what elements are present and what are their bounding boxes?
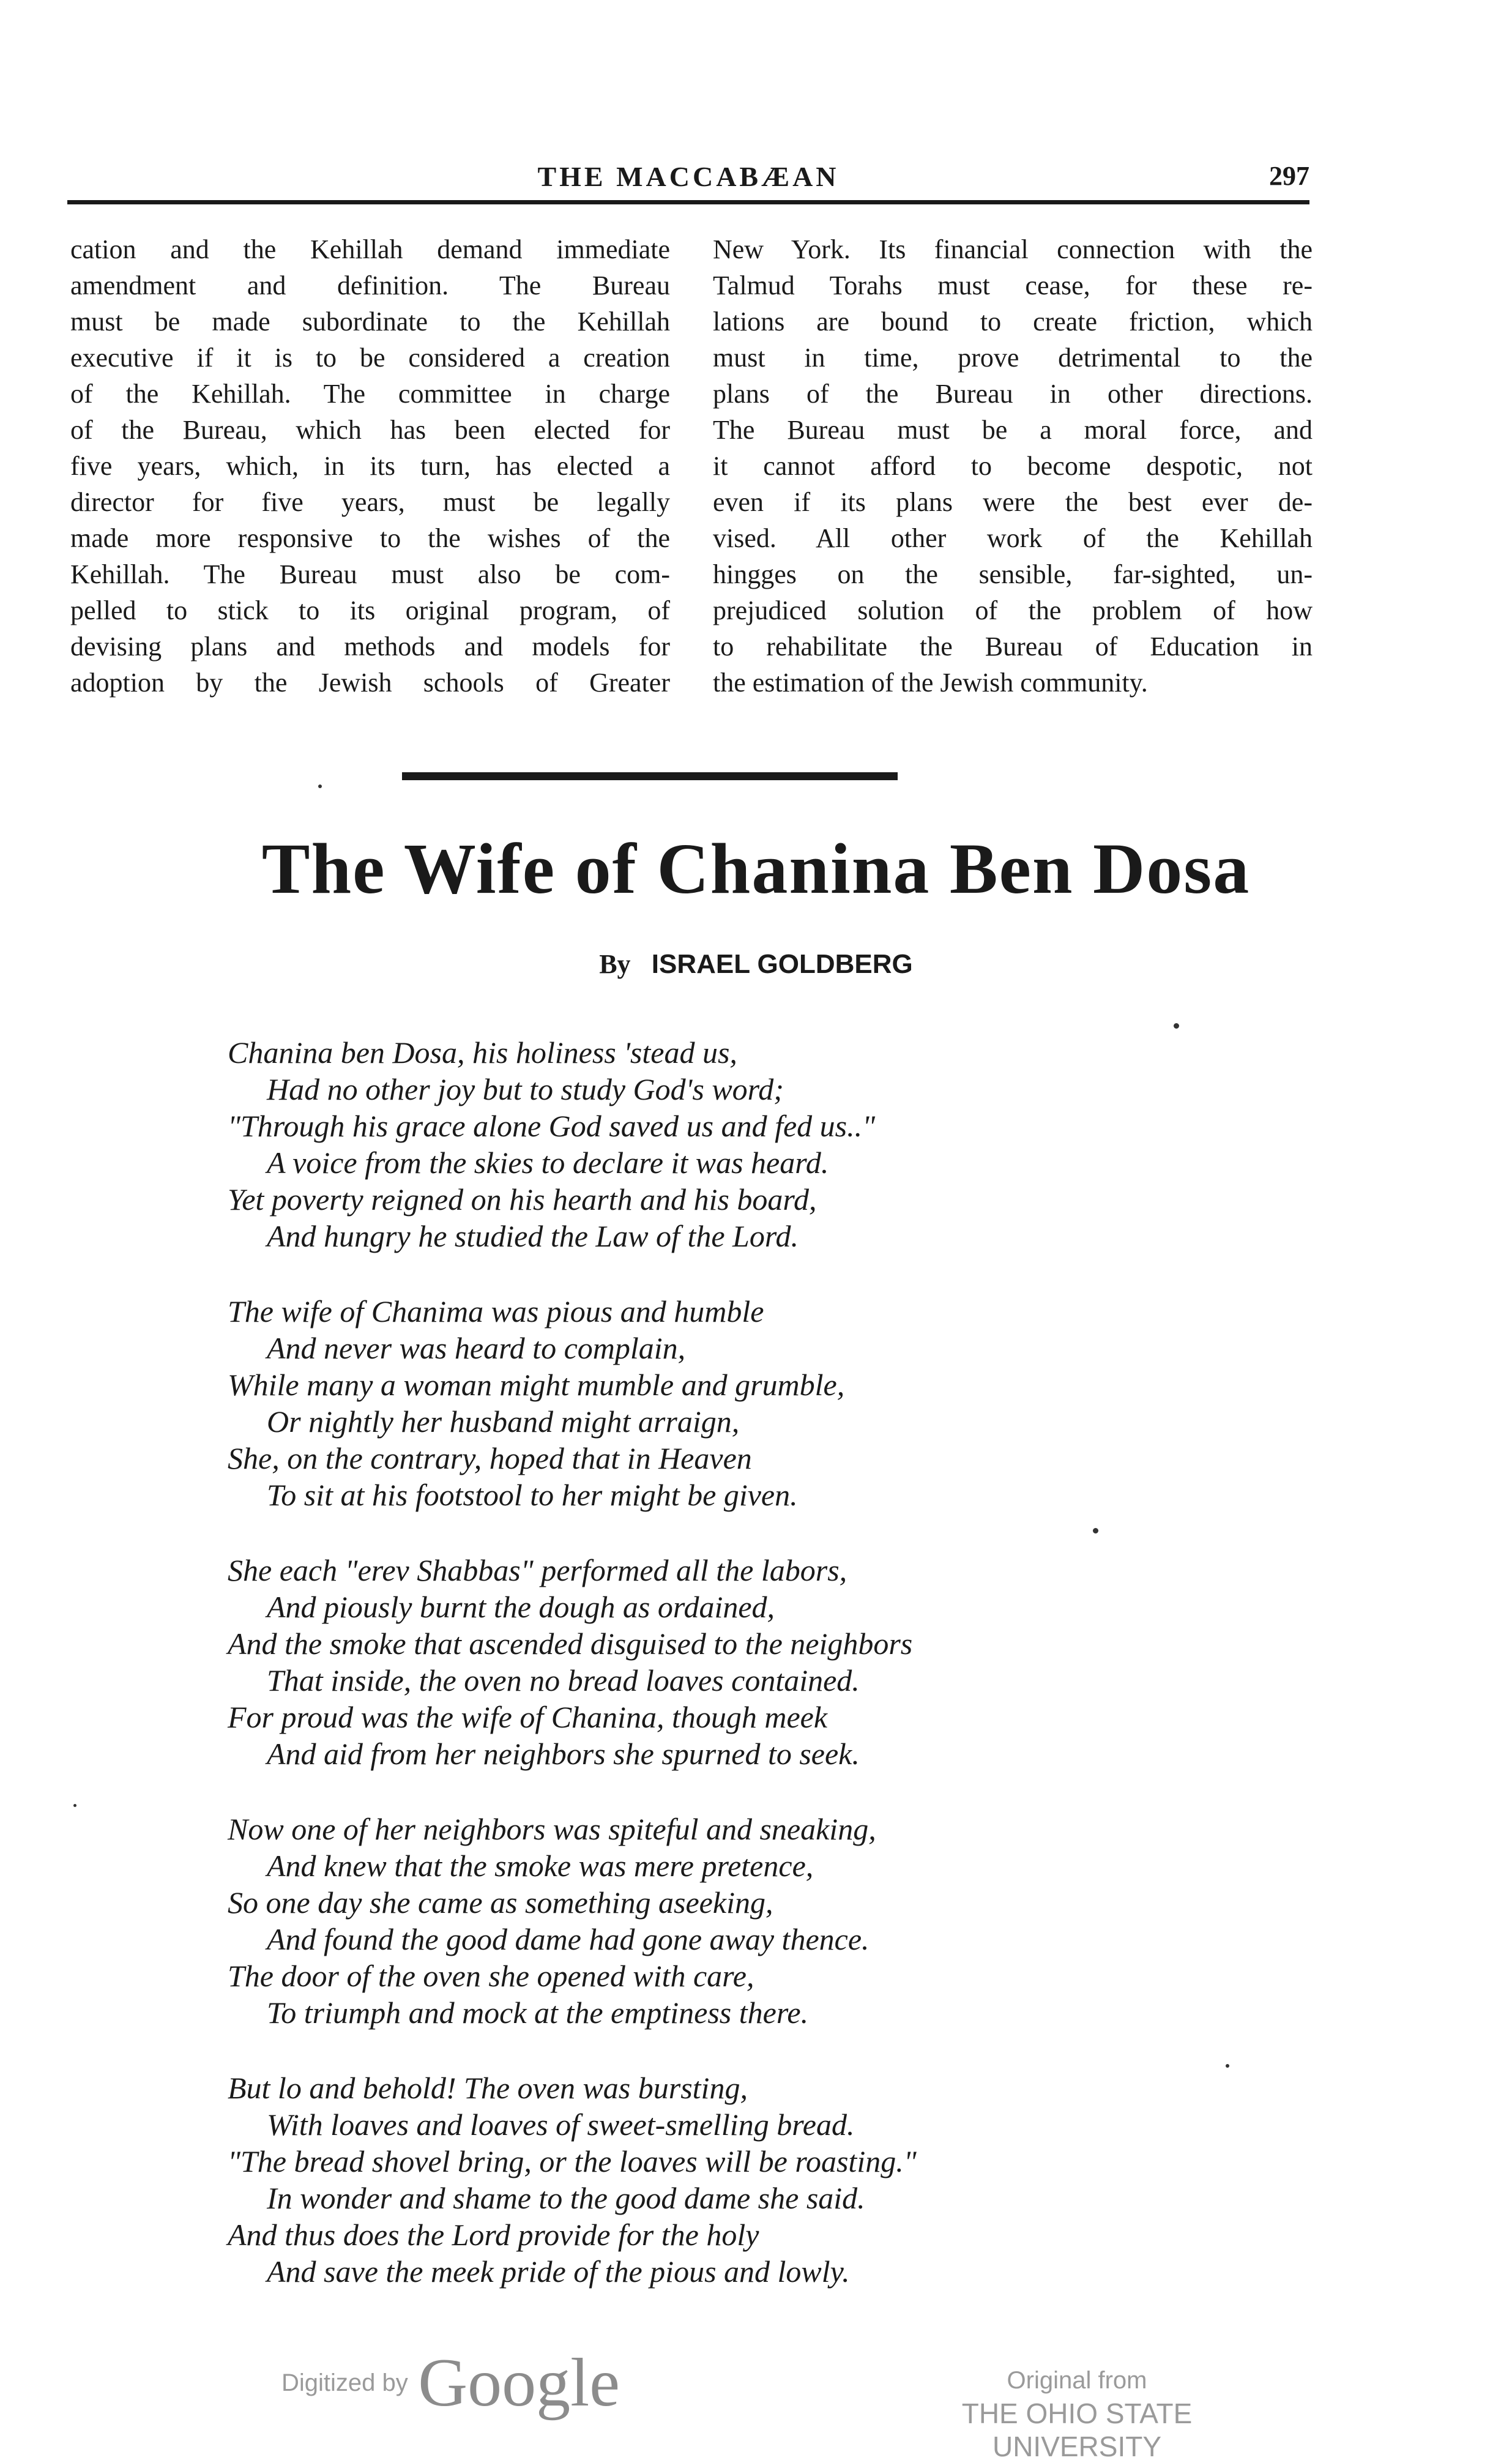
poem-stanza	[228, 1034, 1268, 1254]
author-name: ISRAEL GOLDBERG	[651, 949, 913, 979]
scan-speck	[1093, 1528, 1098, 1533]
poem-line: Now one of her neighbors was spiteful and sneaking,	[228, 1812, 876, 1846]
text-line: adoption by the Jewish schools of Greater	[70, 668, 670, 698]
poem-line: The door of the oven she opened with care,	[228, 1959, 754, 1993]
scan-speck	[318, 784, 322, 788]
running-title: THE MACCABÆAN	[537, 161, 840, 192]
source-credit	[875, 2367, 1279, 2463]
text-line: The Bureau must be a moral force, and	[713, 415, 1313, 445]
page-number: 297	[1269, 161, 1309, 191]
text-line: cation and the Kehillah demand immediate	[70, 234, 670, 264]
poem-line: Or nightly her husband might arraign,	[267, 1404, 740, 1439]
section-separator-rule	[402, 772, 898, 780]
text-line: must be made subordinate to the Kehillah	[70, 307, 670, 337]
byline	[0, 948, 1512, 980]
text-line: five years, which, in its turn, has elected a	[70, 451, 670, 481]
text-line: lations are bound to create friction, which	[713, 307, 1313, 337]
poem-line: To sit at his footstool to her might be given.	[267, 1478, 798, 1512]
text-line: pelled to stick to its original program, of	[70, 595, 670, 625]
text-line: Kehillah. The Bureau must also be com-	[70, 559, 670, 589]
poem-line: Chanina ben Dosa, his holiness 'stead us,	[228, 1035, 737, 1070]
right-column	[713, 231, 1313, 701]
poem-stanza	[228, 1552, 1268, 1772]
text-line: of the Bureau, which has been elected for	[70, 415, 670, 445]
text-line: hingges on the sensible, far-sighted, un-	[713, 559, 1313, 589]
original-from-label: Original from	[1007, 2367, 1147, 2394]
poem-line: And hungry he studied the Law of the Lord.	[267, 1219, 799, 1253]
article-title: The Wife of Chanina Ben Dosa	[261, 829, 1251, 909]
digitized-label: Digitized by	[281, 2369, 408, 2396]
scan-speck	[1174, 1023, 1179, 1029]
digitized-credit	[281, 2344, 620, 2423]
text-line: must in time, prove detrimental to the	[713, 343, 1313, 373]
text-line: director for five years, must be legally	[70, 487, 670, 517]
poem-line: And aid from her neighbors she spurned to seek.	[267, 1737, 860, 1771]
poem-line: So one day she came as something aseeking,	[228, 1885, 773, 1920]
poem-line: With loaves and loaves of sweet-smelling bread.	[267, 2107, 855, 2142]
poem-line: She, on the contrary, hoped that in Heaven	[228, 1441, 752, 1475]
running-head	[67, 160, 1309, 197]
scan-speck	[73, 1804, 76, 1807]
text-line: New York. Its financial connection with the	[713, 234, 1313, 264]
text-line: it cannot afford to become despotic, not	[713, 451, 1313, 481]
poem-line: Had no other joy but to study God's word;	[267, 1072, 784, 1106]
byline-prefix: By	[599, 949, 631, 979]
poem-line: That inside, the oven no bread loaves contained.	[267, 1663, 860, 1697]
institution-name: THE OHIO STATE UNIVERSITY	[961, 2398, 1193, 2462]
text-line: even if its plans were the best ever de-	[713, 487, 1313, 517]
google-logo: Google	[418, 2345, 620, 2421]
poem-stanza	[228, 1811, 1268, 2031]
poem-line: And save the meek pride of the pious and lowly.	[267, 2254, 850, 2289]
poem-line: And thus does the Lord provide for the holy	[228, 2218, 759, 2252]
scan-speck	[1226, 2064, 1229, 2068]
text-line: to rehabilitate the Bureau of Education in	[713, 632, 1313, 661]
left-column	[70, 231, 670, 701]
text-line: Talmud Torahs must cease, for these re-	[713, 270, 1313, 300]
poem-line: And the smoke that ascended disguised to the neighbors	[228, 1626, 913, 1661]
poem-stanza	[228, 2070, 1268, 2290]
text-line: plans of the Bureau in other directions.	[713, 379, 1313, 409]
poem-line: To triumph and mock at the emptiness there.	[267, 1995, 809, 2030]
poem	[228, 1034, 1268, 2328]
text-line: of the Kehillah. The committee in charge	[70, 379, 670, 409]
poem-line: The wife of Chanima was pious and humble	[228, 1294, 764, 1328]
poem-line: And never was heard to complain,	[267, 1331, 686, 1365]
poem-line: While many a woman might mumble and grumble,	[228, 1368, 845, 1402]
poem-line: In wonder and shame to the good dame she said.	[267, 2181, 865, 2215]
poem-line: "The bread shovel bring, or the loaves will be roasting."	[228, 2144, 917, 2178]
poem-line: Yet poverty reigned on his hearth and his board,	[228, 1182, 817, 1217]
poem-line: For proud was the wife of Chanina, though meek	[228, 1700, 828, 1734]
poem-line: And piously burnt the dough as ordained,	[267, 1590, 775, 1624]
text-line: prejudiced solution of the problem of how	[713, 595, 1313, 625]
text-line: made more responsive to the wishes of the	[70, 523, 670, 553]
text-line: the estimation of the Jewish community.	[713, 668, 1148, 698]
poem-line: And knew that the smoke was mere pretence,	[267, 1849, 814, 1883]
poem-line: She each "erev Shabbas" performed all the labors,	[228, 1553, 847, 1587]
poem-stanza	[228, 1293, 1268, 1513]
text-line: vised. All other work of the Kehillah	[713, 523, 1313, 553]
text-line: amendment and definition. The Bureau	[70, 270, 670, 300]
poem-line: And found the good dame had gone away thence.	[267, 1922, 870, 1956]
poem-line: A voice from the skies to declare it was heard.	[267, 1146, 829, 1180]
header-rule	[67, 200, 1309, 204]
poem-line: But lo and behold! The oven was bursting,	[228, 2071, 748, 2105]
text-line: executive if it is to be considered a creation	[70, 343, 670, 373]
text-line: devising plans and methods and models for	[70, 632, 670, 661]
poem-line: "Through his grace alone God saved us and fed us.."	[228, 1109, 876, 1143]
